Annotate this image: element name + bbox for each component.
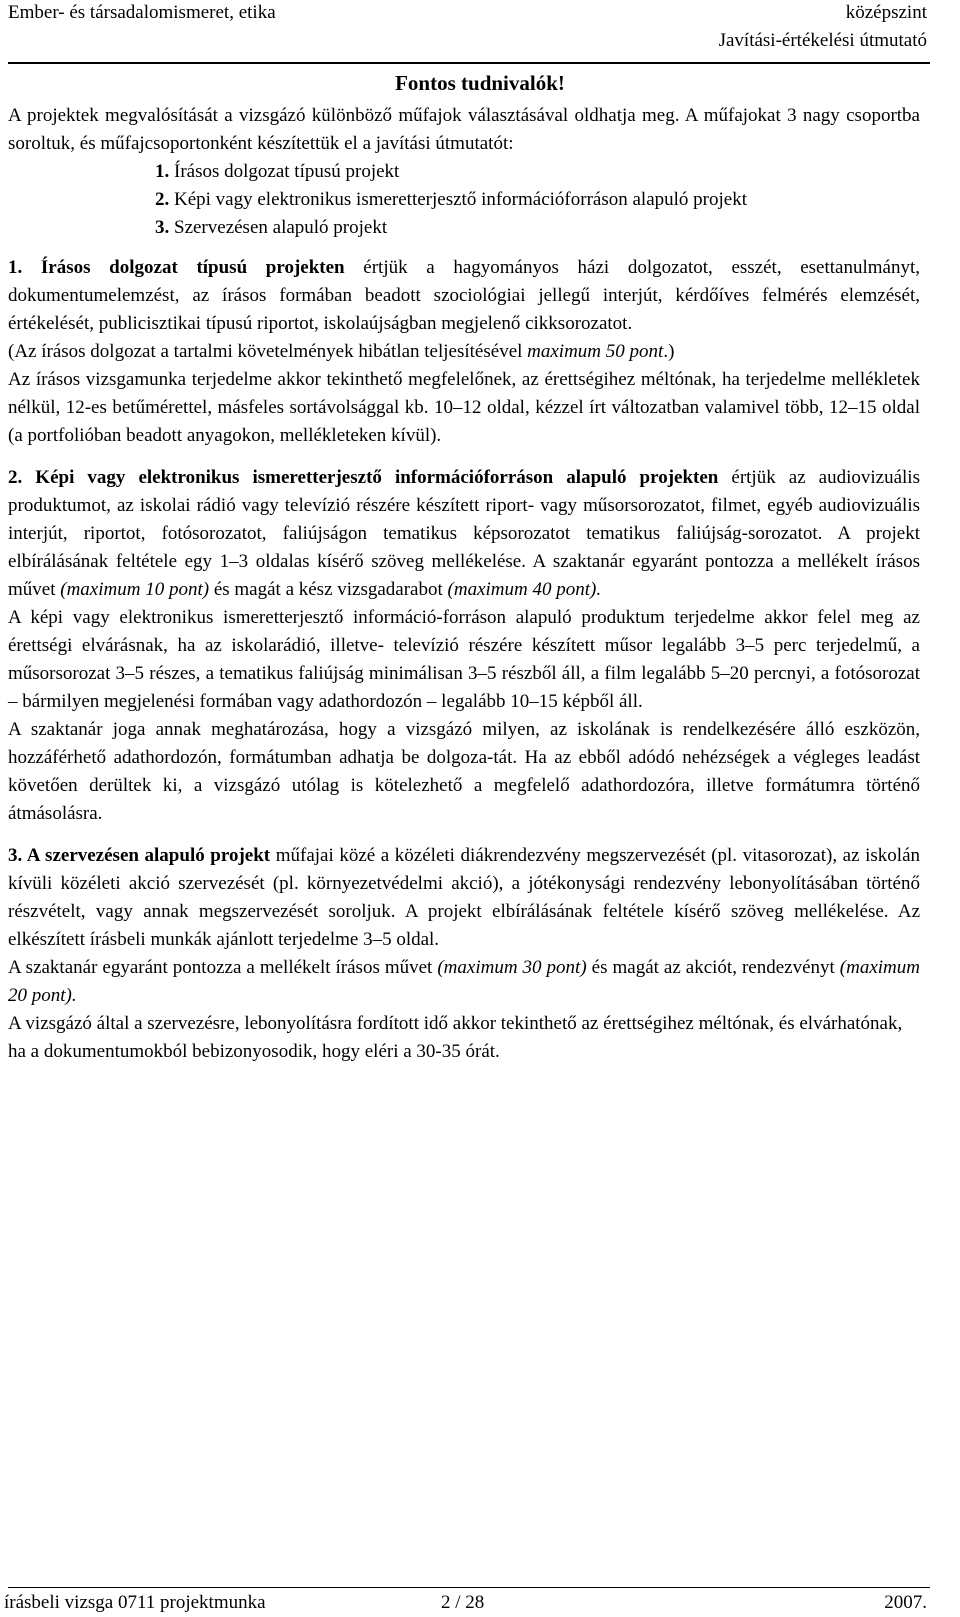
section1-paragraph: 1. Írásos dolgozat típusú projekten értjük a hagyományos házi dolgozatot, esszét, esettanulmányt, dokumentumelemzést, az írásos formában beadott szociológiai jellegű interjút, kérdőíves felmérés elemzését, értékelését, publicisztikai típusú riportot, iskolaújságban megjelenő cikksorozatot. bbox=[8, 257, 921, 334]
section1-note: (Az írásos dolgozat a tartalmi követelmények hibátlan teljesítésével maximum 50 pont.) bbox=[8, 341, 675, 362]
header-level: középszint bbox=[845, 2, 927, 23]
list-item bbox=[8, 158, 920, 186]
list-item bbox=[8, 186, 920, 214]
list-item bbox=[8, 214, 920, 242]
header-subject: Ember- és társadalomismeret, etika bbox=[8, 2, 276, 23]
page-header bbox=[8, 0, 930, 64]
intro-paragraph: A projektek megvalósítását a vizsgázó különböző műfajok választásával oldhatja meg. A műfajokat 3 nagy csoportba soroltuk, és műfajcsoportonként készítettük el a javítási útmutatót: bbox=[8, 105, 920, 154]
document-body bbox=[8, 102, 920, 1066]
project-type-list bbox=[8, 158, 920, 242]
section3-time-paragraph: A vizsgázó által a szervezésre, lebonyolításra fordított idő akkor tekinthető az érettségihez méltónak, és elvárhatónak, ha a dokumentumokból bebizonyosodik, hogy eléri a 30-35 órát. bbox=[8, 1013, 903, 1062]
section2-paragraph: 2. Képi vagy elektronikus ismeretterjesztő információforráson alapuló projekten értjük az audiovizuális produktumot, az iskolai rádió vagy televízió részére készített riport- vagy műsorsorozatot, filmet, egyéb audiovizuális interjút, riportot, fotósorozatot, faliújságon tematikus képsorozatot tematikus faliújság-sorozatot. A projekt elbírálásának feltétele egy 1–3 oldalas kísérő szöveg mellékelése. A szaktanár egyaránt pontozza a mellékelt írásos művet (maximum 10 pont) és magát a kész vizsgadarabot (maximum 40 pont). bbox=[8, 467, 920, 600]
section2-format-paragraph: A szaktanár joga annak meghatározása, hogy a vizsgázó milyen, az iskolának is rendelkezésére álló eszközön, hozzáférhető adathordozón, formátumban adhatja be dolgoza-tát. Ha az ebből adódó nehézségek a végleges leadást követően derültek ki, a vizsgázó utólag is kötelezhető a megfelelő adathordozóra, illetve formátumra történő átmásolásra. bbox=[8, 719, 920, 824]
section3-heading: 3. A szervezésen alapuló projekt bbox=[8, 845, 271, 866]
footer-year: 2007. bbox=[884, 1592, 927, 1613]
section1-heading: 1. Írásos dolgozat típusú projekten bbox=[8, 257, 345, 278]
list-text: Írásos dolgozat típusú projekt bbox=[174, 161, 400, 182]
list-number: 1. bbox=[155, 161, 170, 182]
section1-length-paragraph: Az írásos vizsgamunka terjedelme akkor tekinthető megfelelőnek, az érettségihez méltónak, ha terjedelme mellékletek nélkül, 12-es betűmérettel, másfeles sortávolsággal kb. 10–12 oldal, kézzel írt változatban valamivel több, 12–15 oldal (a portfolióban beadott anyagokon, mellékleteken kívül). bbox=[8, 369, 920, 446]
section2-length-paragraph: A képi vagy elektronikus ismeretterjesztő információ-forráson alapuló produktum terjedelme akkor felel meg az érettségi elvárásnak, ha az iskolarádió, illetve- televízió részére készített műsor legalább 3–5 perc terjedelmű, a műsorsorozat 3–5 részes, a tematikus faliújság minimálisan 3–5 részből áll, a film legalább 5–20 percnyi, a fotósorozat – bármilyen megjelenési formában vagy adathordozón – legalább 10–15 képből áll. bbox=[8, 607, 920, 712]
section2-heading: 2. Képi vagy elektronikus ismeretterjesztő információforráson alapuló projekten bbox=[8, 467, 719, 488]
footer-exam: írásbeli vizsga 0711 projektmunka bbox=[4, 1592, 266, 1613]
page-footer bbox=[4, 1587, 930, 1613]
header-guide: Javítási-értékelési útmutató bbox=[718, 30, 927, 51]
list-text: Szervezésen alapuló projekt bbox=[174, 217, 388, 238]
list-number: 3. bbox=[155, 217, 170, 238]
list-number: 2. bbox=[155, 189, 170, 210]
footer-page-number: 2 / 28 bbox=[441, 1592, 485, 1613]
section3-paragraph: 3. A szervezésen alapuló projekt műfajai közé a közéleti diákrendezvény megszervezését (pl. vitasorozat), az iskolán kívüli közéleti akció szervezését (pl. környezetvédelmi akció), a jótékonysági rendezvény lebonyolításában történő részvételt, vagy annak megszervezését soroljuk. A projekt elbírálásának feltétele kísérő szöveg mellékelése. Az elkészített írásbeli munkák ajánlott terjedelme 3–5 oldal. bbox=[8, 845, 920, 950]
page-title: Fontos tudnivalók! bbox=[395, 71, 565, 95]
list-text: Képi vagy elektronikus ismeretterjesztő információforráson alapuló projekt bbox=[174, 189, 747, 210]
section3-scoring-paragraph: A szaktanár egyaránt pontozza a mellékelt írásos művet (maximum 30 pont) és magát az akciót, rendezvényt (maximum 20 pont). bbox=[8, 957, 920, 1006]
